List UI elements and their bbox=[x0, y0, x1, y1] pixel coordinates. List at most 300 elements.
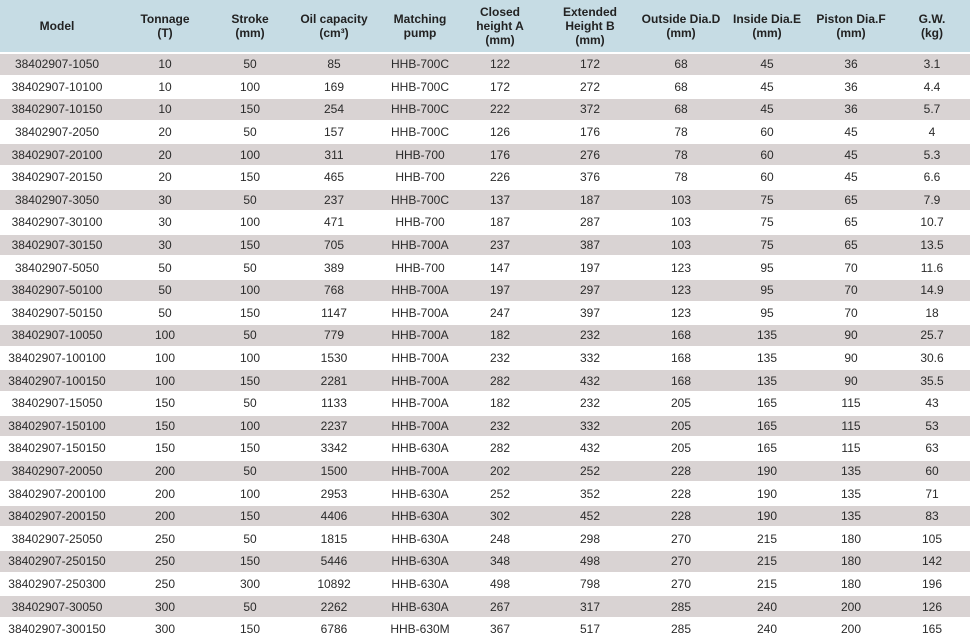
column-header-matching-pump bbox=[384, 0, 456, 53]
cell-extended-height: 298 bbox=[544, 527, 636, 550]
cell-gross-weight: 25.7 bbox=[894, 324, 970, 347]
cell-outside-dia: 228 bbox=[636, 505, 726, 528]
column-header-piston-dia bbox=[808, 0, 894, 53]
table-row bbox=[0, 143, 970, 166]
cell-matching-pump: HHB-700C bbox=[384, 189, 456, 212]
cell-extended-height: 176 bbox=[544, 121, 636, 144]
cell-stroke: 100 bbox=[216, 279, 284, 302]
cell-stroke: 100 bbox=[216, 211, 284, 234]
cell-model: 38402907-5050 bbox=[0, 256, 114, 279]
table-row bbox=[0, 550, 970, 573]
cell-outside-dia: 285 bbox=[636, 618, 726, 641]
cell-closed-height: 182 bbox=[456, 392, 544, 415]
header-line: (mm) bbox=[235, 26, 265, 40]
cell-oil-capacity: 5446 bbox=[284, 550, 384, 573]
cell-model: 38402907-150150 bbox=[0, 437, 114, 460]
cell-model: 38402907-10150 bbox=[0, 98, 114, 121]
cell-closed-height: 232 bbox=[456, 415, 544, 438]
cell-piston-dia: 45 bbox=[808, 143, 894, 166]
cell-oil-capacity: 1815 bbox=[284, 527, 384, 550]
header-line: (T) bbox=[157, 26, 173, 40]
cell-outside-dia: 78 bbox=[636, 166, 726, 189]
cell-model: 38402907-15050 bbox=[0, 392, 114, 415]
cell-oil-capacity: 2281 bbox=[284, 369, 384, 392]
cell-tonnage: 50 bbox=[114, 279, 216, 302]
cell-stroke: 50 bbox=[216, 121, 284, 144]
cell-tonnage: 150 bbox=[114, 437, 216, 460]
table-row bbox=[0, 415, 970, 438]
cell-extended-height: 397 bbox=[544, 302, 636, 325]
cell-gross-weight: 10.7 bbox=[894, 211, 970, 234]
header-line: (mm) bbox=[836, 26, 866, 40]
cell-gross-weight: 14.9 bbox=[894, 279, 970, 302]
cell-model: 38402907-20100 bbox=[0, 143, 114, 166]
cell-closed-height: 498 bbox=[456, 573, 544, 596]
column-header-outside-dia bbox=[636, 0, 726, 53]
cell-model: 38402907-200100 bbox=[0, 482, 114, 505]
header-line: (mm) bbox=[752, 26, 782, 40]
cell-gross-weight: 30.6 bbox=[894, 347, 970, 370]
cell-stroke: 100 bbox=[216, 347, 284, 370]
cell-extended-height: 187 bbox=[544, 189, 636, 212]
cell-piston-dia: 45 bbox=[808, 121, 894, 144]
cell-tonnage: 200 bbox=[114, 505, 216, 528]
cell-gross-weight: 4 bbox=[894, 121, 970, 144]
cell-gross-weight: 18 bbox=[894, 302, 970, 325]
cell-extended-height: 197 bbox=[544, 256, 636, 279]
cell-gross-weight: 63 bbox=[894, 437, 970, 460]
cell-outside-dia: 285 bbox=[636, 595, 726, 618]
cell-outside-dia: 123 bbox=[636, 279, 726, 302]
cell-inside-dia: 95 bbox=[726, 256, 808, 279]
cell-model: 38402907-100150 bbox=[0, 369, 114, 392]
cell-gross-weight: 53 bbox=[894, 415, 970, 438]
cell-model: 38402907-10100 bbox=[0, 76, 114, 99]
table-row bbox=[0, 460, 970, 483]
cell-piston-dia: 90 bbox=[808, 347, 894, 370]
cell-matching-pump: HHB-700A bbox=[384, 324, 456, 347]
cell-extended-height: 372 bbox=[544, 98, 636, 121]
cell-tonnage: 30 bbox=[114, 234, 216, 257]
cell-oil-capacity: 465 bbox=[284, 166, 384, 189]
table-row bbox=[0, 302, 970, 325]
cell-closed-height: 226 bbox=[456, 166, 544, 189]
cell-closed-height: 147 bbox=[456, 256, 544, 279]
cell-model: 38402907-50150 bbox=[0, 302, 114, 325]
cell-oil-capacity: 1500 bbox=[284, 460, 384, 483]
cell-piston-dia: 45 bbox=[808, 166, 894, 189]
cell-oil-capacity: 2262 bbox=[284, 595, 384, 618]
cell-inside-dia: 95 bbox=[726, 279, 808, 302]
column-header-extended-height bbox=[544, 0, 636, 53]
cell-outside-dia: 270 bbox=[636, 550, 726, 573]
header-line: height A bbox=[476, 19, 524, 33]
cell-stroke: 50 bbox=[216, 595, 284, 618]
cell-piston-dia: 90 bbox=[808, 324, 894, 347]
column-header-tonnage bbox=[114, 0, 216, 53]
cell-piston-dia: 36 bbox=[808, 98, 894, 121]
cell-piston-dia: 135 bbox=[808, 460, 894, 483]
cell-model: 38402907-25050 bbox=[0, 527, 114, 550]
cell-inside-dia: 165 bbox=[726, 392, 808, 415]
cell-model: 38402907-200150 bbox=[0, 505, 114, 528]
cell-matching-pump: HHB-700C bbox=[384, 121, 456, 144]
cell-extended-height: 452 bbox=[544, 505, 636, 528]
cell-piston-dia: 180 bbox=[808, 527, 894, 550]
cell-matching-pump: HHB-630A bbox=[384, 527, 456, 550]
cell-piston-dia: 65 bbox=[808, 189, 894, 212]
cell-matching-pump: HHB-700A bbox=[384, 302, 456, 325]
cell-inside-dia: 215 bbox=[726, 527, 808, 550]
cell-outside-dia: 205 bbox=[636, 415, 726, 438]
cell-model: 38402907-20150 bbox=[0, 166, 114, 189]
cell-oil-capacity: 705 bbox=[284, 234, 384, 257]
table-row bbox=[0, 392, 970, 415]
cell-stroke: 50 bbox=[216, 460, 284, 483]
column-header-stroke bbox=[216, 0, 284, 53]
cell-matching-pump: HHB-700 bbox=[384, 166, 456, 189]
cell-tonnage: 10 bbox=[114, 53, 216, 76]
cell-stroke: 100 bbox=[216, 415, 284, 438]
cell-gross-weight: 7.9 bbox=[894, 189, 970, 212]
cell-piston-dia: 65 bbox=[808, 211, 894, 234]
cell-oil-capacity: 6786 bbox=[284, 618, 384, 641]
cell-closed-height: 367 bbox=[456, 618, 544, 641]
header-line: (mm) bbox=[666, 26, 696, 40]
table-row bbox=[0, 437, 970, 460]
cell-closed-height: 172 bbox=[456, 76, 544, 99]
table-body bbox=[0, 53, 970, 640]
table-row bbox=[0, 234, 970, 257]
cell-inside-dia: 75 bbox=[726, 189, 808, 212]
cell-outside-dia: 78 bbox=[636, 121, 726, 144]
table-row bbox=[0, 189, 970, 212]
cell-piston-dia: 70 bbox=[808, 302, 894, 325]
cell-oil-capacity: 237 bbox=[284, 189, 384, 212]
cell-closed-height: 282 bbox=[456, 437, 544, 460]
cell-outside-dia: 123 bbox=[636, 302, 726, 325]
cell-outside-dia: 270 bbox=[636, 527, 726, 550]
cell-gross-weight: 43 bbox=[894, 392, 970, 415]
cell-gross-weight: 71 bbox=[894, 482, 970, 505]
cell-extended-height: 498 bbox=[544, 550, 636, 573]
cell-tonnage: 30 bbox=[114, 189, 216, 212]
header-line: (mm) bbox=[485, 33, 515, 47]
cell-inside-dia: 240 bbox=[726, 595, 808, 618]
cell-piston-dia: 36 bbox=[808, 76, 894, 99]
cell-outside-dia: 270 bbox=[636, 573, 726, 596]
column-header-gross-weight bbox=[894, 0, 970, 53]
cell-oil-capacity: 389 bbox=[284, 256, 384, 279]
cell-inside-dia: 190 bbox=[726, 460, 808, 483]
cell-piston-dia: 200 bbox=[808, 618, 894, 641]
cell-closed-height: 237 bbox=[456, 234, 544, 257]
cell-closed-height: 187 bbox=[456, 211, 544, 234]
header-line: Piston Dia.F bbox=[816, 12, 886, 26]
cell-tonnage: 200 bbox=[114, 482, 216, 505]
cell-model: 38402907-3050 bbox=[0, 189, 114, 212]
cell-outside-dia: 68 bbox=[636, 98, 726, 121]
cell-matching-pump: HHB-700A bbox=[384, 460, 456, 483]
cell-closed-height: 197 bbox=[456, 279, 544, 302]
cell-oil-capacity: 2237 bbox=[284, 415, 384, 438]
cell-extended-height: 517 bbox=[544, 618, 636, 641]
cell-outside-dia: 228 bbox=[636, 460, 726, 483]
header-line: Tonnage bbox=[140, 12, 190, 26]
cell-piston-dia: 90 bbox=[808, 369, 894, 392]
cell-stroke: 300 bbox=[216, 573, 284, 596]
cell-model: 38402907-150100 bbox=[0, 415, 114, 438]
cell-inside-dia: 215 bbox=[726, 573, 808, 596]
cell-oil-capacity: 1133 bbox=[284, 392, 384, 415]
table-row bbox=[0, 98, 970, 121]
cell-inside-dia: 190 bbox=[726, 505, 808, 528]
cell-model: 38402907-10050 bbox=[0, 324, 114, 347]
cell-extended-height: 276 bbox=[544, 143, 636, 166]
table-row bbox=[0, 279, 970, 302]
table-row bbox=[0, 76, 970, 99]
cell-gross-weight: 13.5 bbox=[894, 234, 970, 257]
cell-inside-dia: 135 bbox=[726, 347, 808, 370]
cell-inside-dia: 215 bbox=[726, 550, 808, 573]
cell-tonnage: 200 bbox=[114, 460, 216, 483]
cell-outside-dia: 228 bbox=[636, 482, 726, 505]
cell-matching-pump: HHB-700A bbox=[384, 279, 456, 302]
cell-matching-pump: HHB-700A bbox=[384, 415, 456, 438]
table-row bbox=[0, 347, 970, 370]
cell-tonnage: 100 bbox=[114, 369, 216, 392]
cell-gross-weight: 60 bbox=[894, 460, 970, 483]
cell-outside-dia: 168 bbox=[636, 369, 726, 392]
cell-outside-dia: 123 bbox=[636, 256, 726, 279]
cell-gross-weight: 83 bbox=[894, 505, 970, 528]
cell-oil-capacity: 3342 bbox=[284, 437, 384, 460]
cell-oil-capacity: 2953 bbox=[284, 482, 384, 505]
cell-extended-height: 297 bbox=[544, 279, 636, 302]
cell-piston-dia: 115 bbox=[808, 392, 894, 415]
cell-closed-height: 282 bbox=[456, 369, 544, 392]
header-line: Extended bbox=[562, 5, 617, 19]
column-header-inside-dia bbox=[726, 0, 808, 53]
cell-outside-dia: 205 bbox=[636, 437, 726, 460]
cell-outside-dia: 168 bbox=[636, 324, 726, 347]
header-line: (mm) bbox=[575, 33, 605, 47]
header-line: (kg) bbox=[921, 26, 943, 40]
cell-piston-dia: 200 bbox=[808, 595, 894, 618]
cell-model: 38402907-250300 bbox=[0, 573, 114, 596]
cell-gross-weight: 35.5 bbox=[894, 369, 970, 392]
cell-oil-capacity: 85 bbox=[284, 53, 384, 76]
cell-matching-pump: HHB-700 bbox=[384, 143, 456, 166]
cell-outside-dia: 68 bbox=[636, 76, 726, 99]
cell-tonnage: 20 bbox=[114, 166, 216, 189]
cell-closed-height: 248 bbox=[456, 527, 544, 550]
cell-matching-pump: HHB-700A bbox=[384, 234, 456, 257]
header-line: G.W. bbox=[918, 12, 946, 26]
cell-matching-pump: HHB-700C bbox=[384, 76, 456, 99]
cell-stroke: 150 bbox=[216, 618, 284, 641]
cell-extended-height: 252 bbox=[544, 460, 636, 483]
cell-inside-dia: 45 bbox=[726, 76, 808, 99]
cell-stroke: 150 bbox=[216, 550, 284, 573]
cell-gross-weight: 3.1 bbox=[894, 53, 970, 76]
cell-gross-weight: 5.3 bbox=[894, 143, 970, 166]
cell-stroke: 50 bbox=[216, 189, 284, 212]
cell-stroke: 150 bbox=[216, 98, 284, 121]
cell-gross-weight: 4.4 bbox=[894, 76, 970, 99]
cell-tonnage: 150 bbox=[114, 392, 216, 415]
cell-piston-dia: 135 bbox=[808, 482, 894, 505]
cell-extended-height: 376 bbox=[544, 166, 636, 189]
cell-piston-dia: 70 bbox=[808, 279, 894, 302]
table-row bbox=[0, 121, 970, 144]
cell-inside-dia: 60 bbox=[726, 143, 808, 166]
cell-extended-height: 172 bbox=[544, 53, 636, 76]
cell-model: 38402907-300150 bbox=[0, 618, 114, 641]
header-line: Matching bbox=[393, 12, 447, 26]
cell-tonnage: 20 bbox=[114, 143, 216, 166]
cell-matching-pump: HHB-630A bbox=[384, 482, 456, 505]
cell-closed-height: 137 bbox=[456, 189, 544, 212]
cell-stroke: 150 bbox=[216, 302, 284, 325]
cell-gross-weight: 196 bbox=[894, 573, 970, 596]
cell-stroke: 150 bbox=[216, 166, 284, 189]
table-row bbox=[0, 166, 970, 189]
cell-outside-dia: 68 bbox=[636, 53, 726, 76]
cell-tonnage: 50 bbox=[114, 256, 216, 279]
cell-gross-weight: 11.6 bbox=[894, 256, 970, 279]
table-row bbox=[0, 324, 970, 347]
header-line: Outside Dia.D bbox=[641, 12, 721, 26]
cell-model: 38402907-20050 bbox=[0, 460, 114, 483]
cell-stroke: 50 bbox=[216, 527, 284, 550]
cell-gross-weight: 142 bbox=[894, 550, 970, 573]
cell-stroke: 150 bbox=[216, 369, 284, 392]
cell-piston-dia: 36 bbox=[808, 53, 894, 76]
cell-oil-capacity: 254 bbox=[284, 98, 384, 121]
cell-piston-dia: 135 bbox=[808, 505, 894, 528]
cell-inside-dia: 45 bbox=[726, 98, 808, 121]
cell-extended-height: 432 bbox=[544, 437, 636, 460]
cell-oil-capacity: 1147 bbox=[284, 302, 384, 325]
header-line: (cm³) bbox=[319, 26, 349, 40]
table-row bbox=[0, 527, 970, 550]
cell-piston-dia: 115 bbox=[808, 437, 894, 460]
cell-stroke: 150 bbox=[216, 437, 284, 460]
column-header-oil-capacity bbox=[284, 0, 384, 53]
cell-closed-height: 182 bbox=[456, 324, 544, 347]
cell-oil-capacity: 311 bbox=[284, 143, 384, 166]
cell-oil-capacity: 768 bbox=[284, 279, 384, 302]
cell-stroke: 150 bbox=[216, 505, 284, 528]
cell-matching-pump: HHB-700C bbox=[384, 98, 456, 121]
table-row bbox=[0, 482, 970, 505]
cell-stroke: 50 bbox=[216, 53, 284, 76]
cell-matching-pump: HHB-700A bbox=[384, 392, 456, 415]
cell-inside-dia: 75 bbox=[726, 234, 808, 257]
cell-matching-pump: HHB-700 bbox=[384, 256, 456, 279]
cell-tonnage: 250 bbox=[114, 550, 216, 573]
header-line: pump bbox=[403, 26, 437, 40]
cell-inside-dia: 165 bbox=[726, 437, 808, 460]
cell-tonnage: 150 bbox=[114, 415, 216, 438]
cell-oil-capacity: 157 bbox=[284, 121, 384, 144]
cell-extended-height: 272 bbox=[544, 76, 636, 99]
cell-matching-pump: HHB-630M bbox=[384, 618, 456, 641]
cell-inside-dia: 165 bbox=[726, 415, 808, 438]
cell-piston-dia: 180 bbox=[808, 550, 894, 573]
table-row bbox=[0, 256, 970, 279]
cell-inside-dia: 190 bbox=[726, 482, 808, 505]
cell-outside-dia: 168 bbox=[636, 347, 726, 370]
header-line: Model bbox=[39, 19, 75, 33]
cell-oil-capacity: 1530 bbox=[284, 347, 384, 370]
table-row bbox=[0, 505, 970, 528]
cell-outside-dia: 103 bbox=[636, 189, 726, 212]
cell-inside-dia: 60 bbox=[726, 166, 808, 189]
cell-extended-height: 232 bbox=[544, 324, 636, 347]
cell-inside-dia: 95 bbox=[726, 302, 808, 325]
cell-gross-weight: 6.6 bbox=[894, 166, 970, 189]
cell-tonnage: 30 bbox=[114, 211, 216, 234]
cell-extended-height: 352 bbox=[544, 482, 636, 505]
cell-outside-dia: 205 bbox=[636, 392, 726, 415]
cell-extended-height: 332 bbox=[544, 415, 636, 438]
table-header bbox=[0, 0, 970, 53]
cell-piston-dia: 65 bbox=[808, 234, 894, 257]
cell-model: 38402907-1050 bbox=[0, 53, 114, 76]
cell-tonnage: 20 bbox=[114, 121, 216, 144]
cell-tonnage: 250 bbox=[114, 573, 216, 596]
cell-closed-height: 252 bbox=[456, 482, 544, 505]
cell-gross-weight: 126 bbox=[894, 595, 970, 618]
cell-tonnage: 300 bbox=[114, 595, 216, 618]
cell-gross-weight: 165 bbox=[894, 618, 970, 641]
cell-piston-dia: 115 bbox=[808, 415, 894, 438]
cell-closed-height: 232 bbox=[456, 347, 544, 370]
cell-stroke: 150 bbox=[216, 234, 284, 257]
cell-stroke: 50 bbox=[216, 324, 284, 347]
cell-model: 38402907-250150 bbox=[0, 550, 114, 573]
cell-matching-pump: HHB-630A bbox=[384, 437, 456, 460]
cell-closed-height: 126 bbox=[456, 121, 544, 144]
cell-outside-dia: 78 bbox=[636, 143, 726, 166]
cell-tonnage: 10 bbox=[114, 98, 216, 121]
cell-gross-weight: 105 bbox=[894, 527, 970, 550]
header-line: Inside Dia.E bbox=[732, 12, 802, 26]
cell-matching-pump: HHB-630A bbox=[384, 550, 456, 573]
cell-extended-height: 317 bbox=[544, 595, 636, 618]
cell-outside-dia: 103 bbox=[636, 211, 726, 234]
cell-closed-height: 222 bbox=[456, 98, 544, 121]
cell-model: 38402907-30150 bbox=[0, 234, 114, 257]
cell-matching-pump: HHB-700A bbox=[384, 347, 456, 370]
cell-inside-dia: 75 bbox=[726, 211, 808, 234]
cell-model: 38402907-30100 bbox=[0, 211, 114, 234]
cell-closed-height: 176 bbox=[456, 143, 544, 166]
cell-inside-dia: 45 bbox=[726, 53, 808, 76]
column-header-closed-height bbox=[456, 0, 544, 53]
cell-extended-height: 432 bbox=[544, 369, 636, 392]
cell-tonnage: 250 bbox=[114, 527, 216, 550]
cell-closed-height: 122 bbox=[456, 53, 544, 76]
cell-piston-dia: 180 bbox=[808, 573, 894, 596]
table-row bbox=[0, 573, 970, 596]
cell-oil-capacity: 10892 bbox=[284, 573, 384, 596]
header-line: Closed bbox=[479, 5, 520, 19]
cell-stroke: 50 bbox=[216, 392, 284, 415]
cell-closed-height: 348 bbox=[456, 550, 544, 573]
